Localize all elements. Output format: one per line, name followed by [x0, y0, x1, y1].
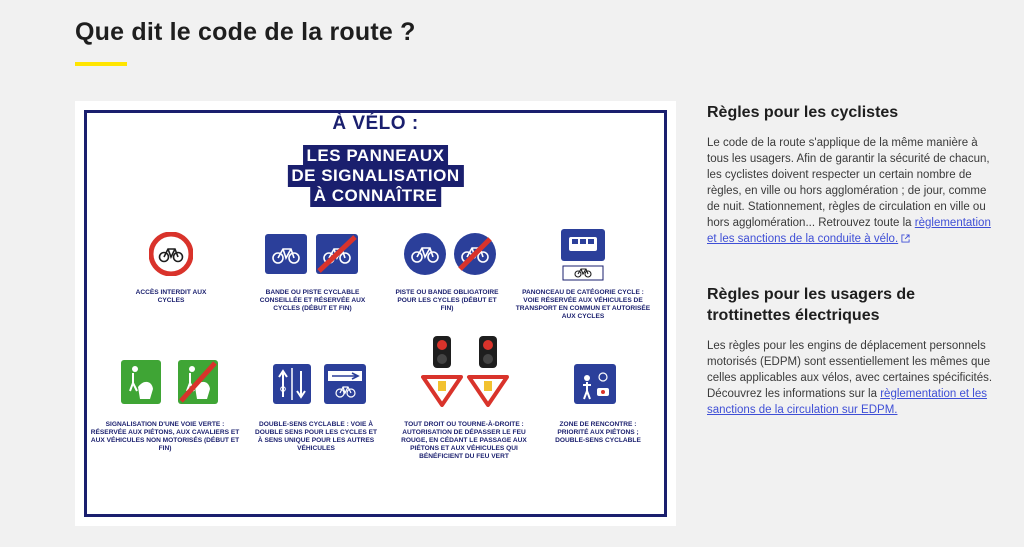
cycle-category-plate-icon [559, 228, 607, 282]
infographic-title: À VÉLO : [332, 113, 419, 134]
cyclists-rules-section [707, 102, 997, 247]
cyclists-rules-body: Le code de la route s'applique de la même manière à tous les usagers. Afin de garantir la sécurité de chacun, les cyclistes doivent respecter un certain nombre de règles, en ville ou hors agglomération ; de jour, comme de nuit. Stationnement, règles de circulation en ville ou hors agglomération... Retrouvez toute la [707, 137, 990, 229]
greenway-end-sign-icon [177, 359, 219, 405]
two-way-cycle-sign-icon [272, 363, 312, 405]
title-underline [75, 62, 127, 66]
cyclists-rules-text [707, 135, 997, 247]
sign-caption-3: PISTE OU BANDE OBLIGATOIRE POUR LES CYCLES (DÉBUT ET FIN) [395, 289, 499, 312]
scooters-rules-section [707, 284, 997, 418]
cycling-regulations-link[interactable]: règlementation et les sanctions de la conduite à vélo. [707, 217, 991, 245]
sign-caption-4: PANONCEAU DE CATÉGORIE CYCLE : VOIE RÉSERVÉE AUX VÉHICULES DE TRANSPORT EN COMMUN ET AUTORISÉE AUX CYCLES [515, 289, 651, 320]
sign-caption-7: TOUT DROIT OU TOURNE-À-DROITE : AUTORISATION DE DÉPASSER LE FEU ROUGE, EN CÉDANT LE PASSAGE AUX PIÉTONS ET AUX VÉHICULES QUI BÉNÉFICIENT DU FEU VERT [401, 421, 527, 460]
page-title: Que dit le code de la route ? [75, 18, 416, 46]
mandatory-cycle-path-end-sign-icon [453, 232, 497, 276]
sign-caption-6: DOUBLE-SENS CYCLABLE : VOIE À DOUBLE SENS POUR LES CYCLES ET À SENS UNIQUE POUR LES AUTRES VÉHICULES [255, 421, 378, 452]
cycle-lane-sign-icon [264, 233, 308, 275]
cycle-lane-end-sign-icon [315, 233, 359, 275]
infographic-band-line-1: LES PANNEAUX [303, 145, 449, 167]
infographic-band-line-3: À CONNAÎTRE [310, 185, 442, 207]
sign-caption-1: ACCÈS INTERDIT AUX CYCLES [135, 289, 207, 304]
one-way-sign-icon [323, 363, 367, 405]
scooters-rules-text [707, 338, 997, 418]
scooters-rules-heading: Règles pour les usagers de trottinettes électriques [707, 286, 916, 324]
sign-caption-2: BANDE OU PISTE CYCLABLE CONSEILLÉE ET RÉSERVÉE AUX CYCLES (DÉBUT ET FIN) [259, 289, 366, 312]
meeting-zone-sign-icon [573, 363, 617, 405]
sign-caption-5: SIGNALISATION D'UNE VOIE VERTE : RÉSERVÉE AUX PIÉTONS, AUX CAVALIERS ET AUX VÉHICULES NON MOTORISÉS (DÉBUT ET FIN) [90, 421, 240, 452]
cyclists-rules-heading: Règles pour les cyclistes [707, 104, 899, 121]
cycle-traffic-light-icon [421, 335, 511, 407]
scooters-rules-body: Les règles pour les engins de déplacement personnels motorisés (EDPM) sont essentiellement les mêmes que celles applicables aux vélos, avec certaines spécificités. Découvrez les informations sur la [707, 340, 993, 400]
infographic-band-line-2: DE SIGNALISATION [287, 165, 463, 187]
cycling-signs-infographic [75, 101, 676, 526]
mandatory-cycle-path-sign-icon [403, 232, 447, 276]
no-cycles-sign-icon [149, 232, 193, 276]
external-link-icon [901, 234, 910, 243]
edpm-regulations-link[interactable]: règlementation et les sanctions de la circulation sur EDPM. [707, 388, 987, 416]
sign-caption-8: ZONE DE RENCONTRE : PRIORITÉ AUX PIÉTONS ; DOUBLE-SENS CYCLABLE [555, 421, 641, 444]
greenway-sign-icon [120, 359, 162, 405]
